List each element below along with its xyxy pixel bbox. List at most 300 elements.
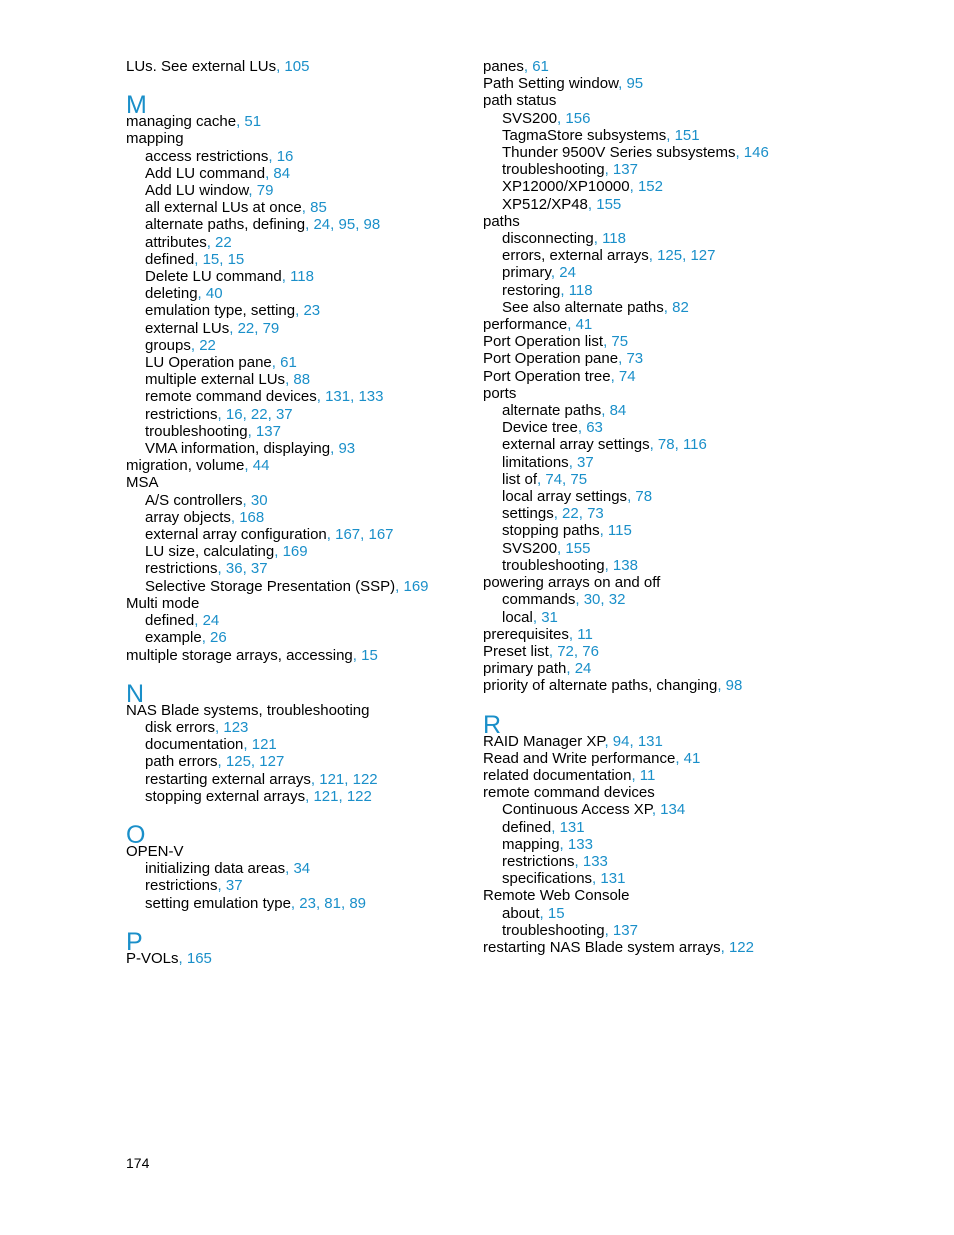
entry-term: array objects <box>145 508 231 526</box>
page-link[interactable]: 36 <box>225 560 243 578</box>
page-separator: , <box>355 216 364 234</box>
index-column-right <box>483 58 903 956</box>
page-separator: , <box>559 835 568 853</box>
index-entry-multiple-storage-arrays-accessing <box>126 647 466 664</box>
page-separator: , <box>305 787 314 805</box>
page-separator: , <box>360 526 369 544</box>
index-subentry-array-objects <box>126 509 466 526</box>
entry-term: RAID Manager XP <box>483 732 605 750</box>
page-separator: , <box>627 488 636 506</box>
page-link[interactable]: 84 <box>273 164 291 182</box>
index-subentry-remote-command-devices <box>126 388 466 405</box>
page-link[interactable]: 137 <box>255 422 281 440</box>
page-separator: , <box>242 491 251 509</box>
entry-term: external array settings <box>502 436 650 454</box>
entry-term: restrictions <box>502 852 575 870</box>
page-separator: , <box>735 144 744 162</box>
entry-term: list of <box>502 470 538 488</box>
page-separator: , <box>666 126 675 144</box>
page-separator: , <box>663 298 673 316</box>
page-separator: , <box>604 921 613 939</box>
page-link[interactable]: 118 <box>290 268 314 286</box>
page-link[interactable]: 37 <box>577 453 594 471</box>
entry-term: deleting <box>145 285 198 303</box>
page-link[interactable]: 22 <box>215 233 232 251</box>
page-number: 174 <box>126 1155 150 1171</box>
page-separator: , <box>217 753 226 771</box>
page-link[interactable]: 24 <box>559 264 576 282</box>
page-link[interactable]: 72 <box>557 642 574 660</box>
page-link[interactable]: 133 <box>582 852 608 870</box>
page-separator: , <box>244 457 253 475</box>
entry-term: disconnecting <box>502 230 594 248</box>
page-separator: , <box>316 388 326 406</box>
index-entry-panes <box>483 58 903 75</box>
page-separator: , <box>674 436 683 454</box>
entry-term: attributes <box>145 233 207 251</box>
entry-term: Add LU window <box>145 182 249 200</box>
index-entry-remote-command-devices <box>483 784 903 801</box>
page-separator: , <box>648 247 658 265</box>
index-subentry-stopping-external-arrays <box>126 788 466 805</box>
index-subentry-a-s-controllers <box>126 492 466 509</box>
entry-term: remote command devices <box>483 784 655 802</box>
page-link[interactable]: 22 <box>199 336 216 354</box>
page-separator: , <box>254 319 263 337</box>
page-separator: , <box>629 178 638 196</box>
page-separator: , <box>178 949 187 967</box>
index-subentry-initializing-data-areas <box>126 860 466 877</box>
index-subentry-disconnecting <box>483 230 903 247</box>
page-separator: , <box>352 646 362 664</box>
page-link[interactable]: 78 <box>657 436 675 454</box>
index-subentry-deleting <box>126 285 466 302</box>
page-link[interactable]: 89 <box>349 894 367 912</box>
page-separator: , <box>603 333 612 351</box>
page-link[interactable]: 123 <box>223 718 249 736</box>
entry-term: restarting external arrays <box>145 770 311 788</box>
page-link[interactable]: 94 <box>612 732 630 750</box>
index-subentry-troubleshooting <box>126 423 466 440</box>
entry-term: alternate paths <box>502 402 602 420</box>
index-entry-ports <box>483 385 903 402</box>
page-link[interactable]: 37 <box>275 405 293 423</box>
entry-term: XP12000/XP10000 <box>502 178 630 196</box>
index-subentry-emulation-type-setting <box>126 302 466 319</box>
page-link[interactable]: 131 <box>559 818 585 836</box>
page-link[interactable]: 78 <box>635 488 653 506</box>
page-link[interactable]: 138 <box>612 556 638 574</box>
page-link[interactable]: 22 <box>562 505 579 523</box>
entry-term: OPEN-V <box>126 842 184 860</box>
index-subentry-settings <box>483 505 903 522</box>
index-subentry-primary <box>483 264 903 281</box>
page-link[interactable]: 30 <box>583 591 601 609</box>
page-link[interactable]: 115 <box>607 522 632 540</box>
page-link[interactable]: 155 <box>596 195 622 213</box>
page-link[interactable]: 74 <box>618 367 636 385</box>
index-entry-performance <box>483 316 903 333</box>
index-subentry-restoring <box>483 282 903 299</box>
page-separator: , <box>265 164 274 182</box>
entry-term: external array configuration <box>145 526 327 544</box>
page-link[interactable]: 76 <box>582 642 599 660</box>
page-separator: , <box>532 608 542 626</box>
index-subentry-restarting-external-arrays <box>126 771 466 788</box>
page-separator: , <box>250 753 260 771</box>
index-subentry-all-external-lus-at-once <box>126 199 466 216</box>
page-separator: , <box>194 612 203 630</box>
page-link[interactable]: 165 <box>186 949 212 967</box>
index-subentry-restrictions <box>126 560 466 577</box>
page-separator: , <box>230 508 240 526</box>
entry-term: initializing data areas <box>145 860 286 878</box>
page-link[interactable]: 118 <box>602 230 626 248</box>
page-separator: , <box>206 233 216 251</box>
page-link[interactable]: 118 <box>568 281 593 299</box>
index-subentry-svs200 <box>483 110 903 127</box>
page-link[interactable]: 122 <box>728 938 754 956</box>
entry-term: ports <box>483 384 517 402</box>
entry-term: multiple external LUs <box>145 371 286 389</box>
entry-term: all external LUs at once <box>145 199 302 217</box>
page-separator: , <box>587 195 597 213</box>
page-separator: , <box>215 718 224 736</box>
entry-term: TagmaStore subsystems <box>502 126 667 144</box>
entry-term: mapping <box>126 130 184 148</box>
page-link[interactable]: 15 <box>361 646 378 664</box>
index-subentry-troubleshooting <box>483 922 903 939</box>
entry-term: stopping paths <box>502 522 600 540</box>
page-link[interactable]: 74 <box>545 470 563 488</box>
page-link[interactable]: 75 <box>570 470 588 488</box>
page-link[interactable]: 122 <box>346 787 372 805</box>
page-link[interactable]: 75 <box>611 333 629 351</box>
index-subentry-access-restrictions <box>126 148 466 165</box>
page-link[interactable]: 95 <box>338 216 356 234</box>
page-link[interactable]: 131 <box>600 870 626 888</box>
page-link[interactable]: 73 <box>626 350 644 368</box>
page-link[interactable]: 23 <box>303 302 321 320</box>
index-entry-port-operation-tree <box>483 368 903 385</box>
entry-term: Device tree <box>502 419 578 437</box>
page-link[interactable]: 146 <box>743 144 769 162</box>
index-subentry-limitations <box>483 454 903 471</box>
page-separator: , <box>338 787 347 805</box>
index-subentry-svs200 <box>483 540 903 557</box>
page-separator: , <box>395 577 404 595</box>
page-link[interactable]: 24 <box>313 216 331 234</box>
page-link[interactable]: 151 <box>674 126 700 144</box>
index-entry-port-operation-pane <box>483 350 903 367</box>
page-separator: , <box>601 402 610 420</box>
page-link[interactable]: 88 <box>293 371 311 389</box>
page-link[interactable]: 155 <box>565 539 591 557</box>
entry-term: groups <box>145 336 191 354</box>
page-separator: , <box>268 147 277 165</box>
page-link[interactable]: 131 <box>325 388 351 406</box>
entry-term: access restrictions <box>145 147 269 165</box>
entry-term: restrictions <box>145 560 218 578</box>
entry-term: external LUs <box>145 319 230 337</box>
page-link[interactable]: 30 <box>250 491 268 509</box>
page-link[interactable]: 51 <box>244 113 262 131</box>
page-link[interactable]: 82 <box>672 298 689 316</box>
index-subentry-add-lu-command <box>126 165 466 182</box>
entry-term: about <box>502 904 540 922</box>
entry-term: stopping external arrays <box>145 787 306 805</box>
page-link[interactable]: 121 <box>251 736 277 754</box>
page-link[interactable]: 169 <box>403 577 429 595</box>
page-link[interactable]: 98 <box>725 677 743 695</box>
page-link[interactable]: 32 <box>608 591 626 609</box>
page-separator: , <box>560 281 569 299</box>
entry-term: specifications <box>502 870 593 888</box>
page-link[interactable]: 22 <box>237 319 255 337</box>
page-link[interactable]: 24 <box>202 612 220 630</box>
index-subentry-mapping <box>483 836 903 853</box>
page-link[interactable]: 40 <box>205 285 223 303</box>
page-link[interactable]: 41 <box>575 316 593 334</box>
page-separator: , <box>548 642 558 660</box>
index-subentry-delete-lu-command <box>126 268 466 285</box>
index-subentry-specifications <box>483 870 903 887</box>
page-separator: , <box>310 770 320 788</box>
page-separator: , <box>550 264 560 282</box>
page-link[interactable]: 37 <box>225 877 243 895</box>
page-link[interactable]: 98 <box>363 216 381 234</box>
index-subentry-device-tree <box>483 419 903 436</box>
entry-term: SVS200 <box>502 109 558 127</box>
entry-term: Port Operation pane <box>483 350 619 368</box>
entry-term: Continuous Access XP <box>502 801 652 819</box>
index-entry-prerequisites <box>483 626 903 643</box>
entry-term: performance <box>483 316 568 334</box>
index-entry-path-setting-window <box>483 75 903 92</box>
page-link[interactable]: 133 <box>358 388 384 406</box>
page-link[interactable]: 137 <box>612 161 638 179</box>
entry-term: related documentation <box>483 766 632 784</box>
page-link[interactable]: 169 <box>282 543 308 561</box>
index-subentry-attributes <box>126 234 466 251</box>
page-separator: , <box>247 422 256 440</box>
index-entry-powering-arrays-on-and-off <box>483 574 903 591</box>
page-link[interactable]: 127 <box>259 753 285 771</box>
page-separator: , <box>557 539 566 557</box>
index-entry-port-operation-list <box>483 333 903 350</box>
index-column-left <box>126 58 466 967</box>
page-link[interactable]: 84 <box>609 402 627 420</box>
index-subentry-defined <box>126 251 466 268</box>
index-subentry-setting-emulation-type <box>126 895 466 912</box>
page-separator: , <box>201 629 211 647</box>
page-link[interactable]: 127 <box>690 247 716 265</box>
page-link[interactable]: 61 <box>280 354 297 372</box>
entry-term: restrictions <box>145 405 218 423</box>
entry-term: LUs. See external LUs <box>126 58 277 75</box>
index-subentry-local <box>483 609 903 626</box>
entry-term: Port Operation list <box>483 333 604 351</box>
index-entry-restarting-nas-blade-system-arrays <box>483 939 903 956</box>
page-link[interactable]: 85 <box>310 199 327 217</box>
entry-term: See also alternate paths <box>502 298 664 316</box>
page-link[interactable]: 44 <box>252 457 270 475</box>
entry-term: alternate paths, defining <box>145 216 306 234</box>
page-link[interactable]: 131 <box>637 732 663 750</box>
page-separator: , <box>271 354 281 372</box>
page-separator: , <box>649 436 658 454</box>
index-subentry-restrictions <box>126 406 466 423</box>
page-link[interactable]: 79 <box>262 319 280 337</box>
page-link[interactable]: 125 <box>225 753 251 771</box>
entry-term: Remote Web Console <box>483 887 630 905</box>
page-separator: , <box>326 526 336 544</box>
index-subentry-restrictions <box>126 877 466 894</box>
entry-term: primary path <box>483 660 567 678</box>
page-separator: , <box>301 199 311 217</box>
page-separator: , <box>618 75 627 93</box>
page-separator: , <box>276 58 285 75</box>
page-separator: , <box>599 522 608 540</box>
index-entry-remote-web-console <box>483 887 903 904</box>
entry-term: priority of alternate paths, changing <box>483 677 718 695</box>
index-subentry-defined <box>483 819 903 836</box>
index-entry-p-vols <box>126 950 466 967</box>
page-link[interactable]: 15 <box>227 250 245 268</box>
page-separator: , <box>682 247 691 265</box>
page-link[interactable]: 41 <box>683 749 701 767</box>
index-subentry-xp12000-xp10000 <box>483 178 903 195</box>
index-entry-open-v <box>126 843 466 860</box>
index-entry-mapping <box>126 130 466 147</box>
index-subentry-troubleshooting <box>483 557 903 574</box>
entry-term: managing cache <box>126 113 237 131</box>
page-link[interactable]: 22 <box>250 405 268 423</box>
entry-term: path errors <box>145 753 218 771</box>
page-separator: , <box>281 268 291 286</box>
page-link[interactable]: 168 <box>239 508 265 526</box>
entry-term: defined <box>502 818 552 836</box>
entry-term: Delete LU command <box>145 268 282 286</box>
page-link[interactable]: 63 <box>586 419 603 437</box>
page-link[interactable]: 61 <box>532 58 549 75</box>
page-separator: , <box>675 749 684 767</box>
entry-term: limitations <box>502 453 569 471</box>
page-link[interactable]: 93 <box>338 440 356 458</box>
index-subentry-lu-size-calculating <box>126 543 466 560</box>
page-separator: , <box>568 453 578 471</box>
page-separator: , <box>219 250 228 268</box>
page-link[interactable]: 167 <box>368 526 394 544</box>
page-link[interactable]: 16 <box>225 405 243 423</box>
page-link[interactable]: 26 <box>210 629 227 647</box>
page-link[interactable]: 24 <box>574 660 592 678</box>
page-separator: , <box>274 543 283 561</box>
page-separator: , <box>340 894 350 912</box>
page-separator: , <box>553 505 563 523</box>
page-link[interactable]: 134 <box>660 801 686 819</box>
page-link[interactable]: 11 <box>639 766 656 784</box>
page-link[interactable]: 15 <box>547 904 565 922</box>
entry-term: paths <box>483 212 520 230</box>
section-letter-p: P <box>126 927 143 956</box>
entry-term: Multi mode <box>126 594 200 612</box>
page-separator: , <box>578 505 588 523</box>
page-link[interactable]: 116 <box>682 436 707 454</box>
page-separator: , <box>567 316 576 334</box>
entry-term: VMA information, displaying <box>145 440 331 458</box>
page-separator: , <box>315 894 325 912</box>
page-separator: , <box>618 350 627 368</box>
entry-term: Selective Storage Presentation (SSP) <box>145 577 396 595</box>
page-link[interactable]: 167 <box>335 526 361 544</box>
index-subentry-lu-operation-pane <box>126 354 466 371</box>
index-subentry-alternate-paths-defining <box>126 216 466 233</box>
page-link[interactable]: 11 <box>577 625 593 643</box>
page-separator: , <box>197 285 206 303</box>
page-link[interactable]: 34 <box>293 860 311 878</box>
page-link[interactable]: 133 <box>567 835 593 853</box>
page-link[interactable]: 79 <box>256 182 274 200</box>
index-subentry-external-array-settings <box>483 436 903 453</box>
entry-term: prerequisites <box>483 625 569 643</box>
page-link[interactable]: 137 <box>612 921 638 939</box>
page-link[interactable]: 16 <box>276 147 294 165</box>
page-link[interactable]: 121 <box>313 787 339 805</box>
page-link[interactable]: 121 <box>319 770 345 788</box>
page-link[interactable]: 95 <box>626 75 644 93</box>
page-link[interactable]: 122 <box>352 770 378 788</box>
page-separator: , <box>267 405 276 423</box>
index-subentry-tagmastore-subsystems <box>483 127 903 144</box>
page-separator: , <box>604 161 613 179</box>
page-separator: , <box>562 470 571 488</box>
page-separator: , <box>190 336 200 354</box>
index-subentry-see-also-alternate-paths <box>483 299 903 316</box>
page-link[interactable]: 73 <box>587 505 604 523</box>
entry-term: MSA <box>126 474 159 492</box>
page-link[interactable]: 31 <box>541 608 558 626</box>
index-subentry-selective-storage-presentation-ssp <box>126 578 466 595</box>
page-separator: , <box>290 894 300 912</box>
entry-term: emulation type, setting <box>145 302 296 320</box>
page-separator: , <box>350 388 359 406</box>
page-link[interactable]: 152 <box>637 178 663 196</box>
page-separator: , <box>629 732 638 750</box>
page-link[interactable]: 23 <box>299 894 316 912</box>
section-letter-m: M <box>126 91 147 120</box>
page-link[interactable]: 15 <box>202 250 220 268</box>
index-subentry-external-lus <box>126 320 466 337</box>
page-link[interactable]: 156 <box>565 109 591 127</box>
page-link[interactable]: 105 <box>284 58 310 75</box>
page-separator: , <box>217 405 226 423</box>
index-subentry-add-lu-window <box>126 182 466 199</box>
page-separator: , <box>305 216 314 234</box>
entry-term: defined <box>145 612 195 630</box>
page-link[interactable]: 125 <box>657 247 683 265</box>
page-separator: , <box>573 642 583 660</box>
entry-term: restarting NAS Blade system arrays <box>483 938 721 956</box>
page-link[interactable]: 37 <box>250 560 268 578</box>
page-link[interactable]: 81 <box>324 894 341 912</box>
entry-term: powering arrays on and off <box>483 574 661 592</box>
index-entry-multi-mode <box>126 595 466 612</box>
entry-term: SVS200 <box>502 539 558 557</box>
page-separator: , <box>551 818 560 836</box>
index-subentry-about <box>483 905 903 922</box>
page-separator: , <box>568 625 578 643</box>
